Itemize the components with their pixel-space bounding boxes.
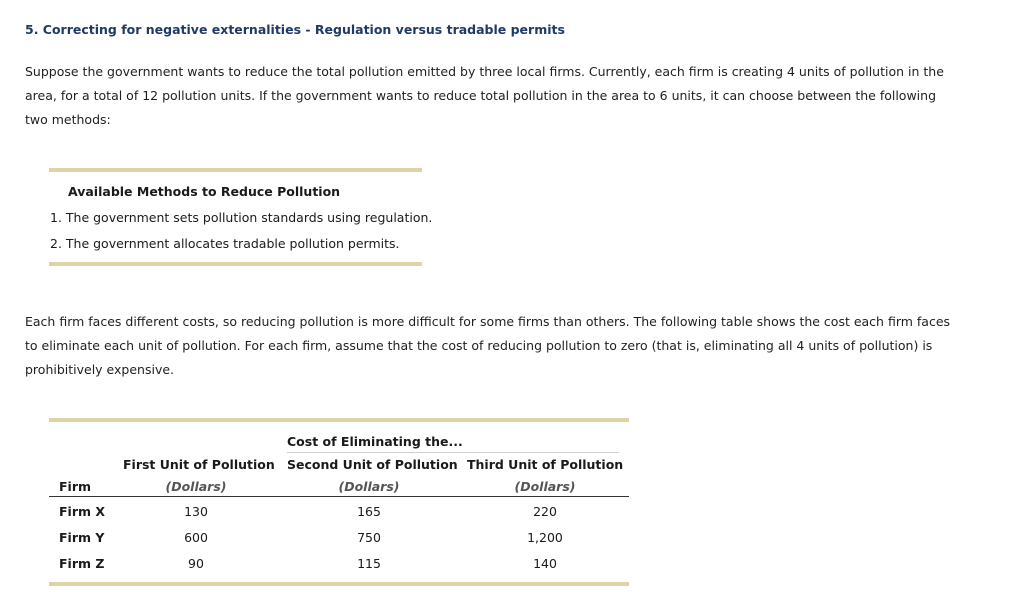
table-group-header: Cost of Eliminating the... <box>287 434 463 449</box>
cell-x-third: 220 <box>533 504 557 519</box>
method-item-permits: 2. The government allocates tradable pollution permits. <box>50 236 400 251</box>
page-title: 5. Correcting for negative externalities - Regulation versus tradable permits <box>25 22 565 37</box>
cost-table <box>49 418 629 586</box>
cell-y-second: 750 <box>357 530 381 545</box>
col-header-third: Third Unit of Pollution <box>467 457 624 472</box>
cell-z-third: 140 <box>533 556 557 571</box>
cell-x-first: 130 <box>184 504 208 519</box>
cell-x-second: 165 <box>357 504 381 519</box>
intro-paragraph: Suppose the government wants to reduce the total pollution emitted by three local firms. Currently, each firm is creating 4 units of pollution in the area, for a total of 12 pollution units. If the government wants to reduce total pollution in the area to 6 units, it can choose between the following two methods: <box>25 64 944 127</box>
col-header-first: First Unit of Pollution <box>123 457 275 472</box>
cell-z-first: 90 <box>188 556 204 571</box>
methods-heading: Available Methods to Reduce Pollution <box>68 184 341 199</box>
row-header-firm: Firm <box>59 479 92 494</box>
col-header-second: Second Unit of Pollution <box>287 457 458 472</box>
col-unit-third: (Dollars) <box>514 479 576 494</box>
row-firm-z: Firm Z <box>59 556 105 571</box>
header-divider <box>49 496 629 497</box>
col-unit-second: (Dollars) <box>338 479 400 494</box>
col-unit-first: (Dollars) <box>165 479 227 494</box>
method-item-regulation: 1. The government sets pollution standards using regulation. <box>50 210 433 225</box>
costs-paragraph: Each firm faces different costs, so reducing pollution is more difficult for some firms than others. The following table shows the cost each firm faces to eliminate each unit of pollution. For each firm, assume that the cost of reducing pollution to zero (that is, eliminating all 4 units of pollution) is prohibitively expensive. <box>25 314 951 377</box>
cell-y-third: 1,200 <box>527 530 563 545</box>
methods-box <box>49 168 433 266</box>
cell-y-first: 600 <box>184 530 208 545</box>
group-header-divider <box>287 452 619 453</box>
row-firm-y: Firm Y <box>59 530 105 545</box>
cell-z-second: 115 <box>357 556 381 571</box>
row-firm-x: Firm X <box>59 504 106 519</box>
